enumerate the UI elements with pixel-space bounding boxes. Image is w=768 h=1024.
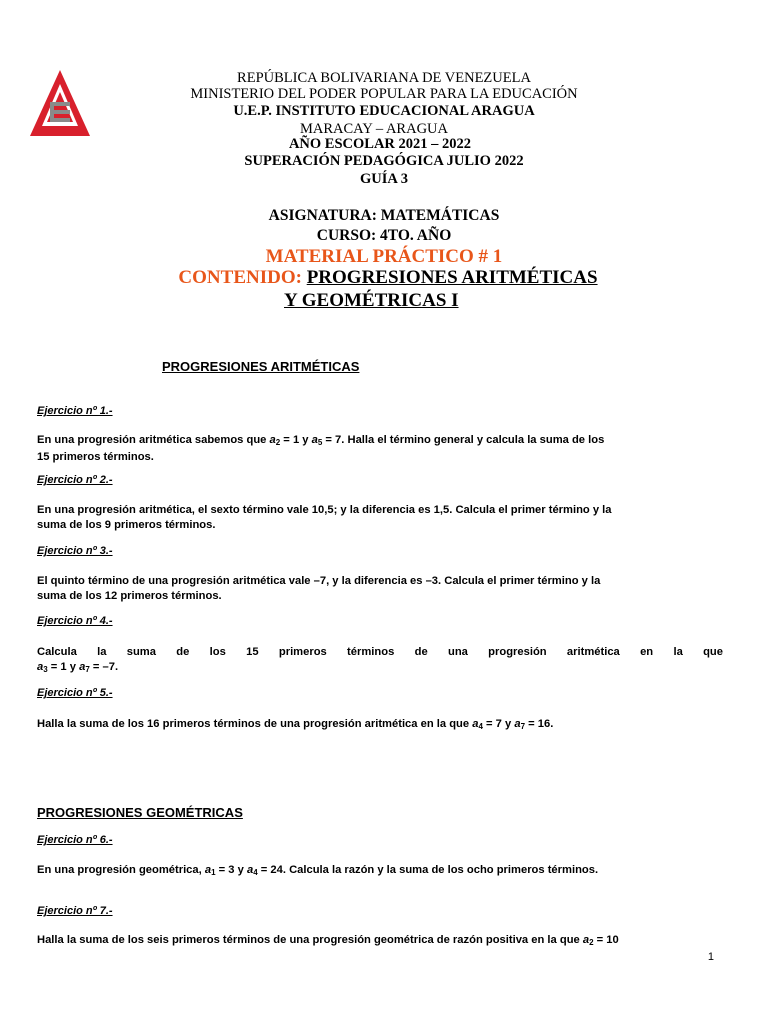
header-school-year: AÑO ESCOLAR 2021 – 2022 <box>288 136 472 152</box>
header-program: SUPERACIÓN PEDAGÓGICA JULIO 2022 <box>244 153 524 169</box>
exercise-2-title: Ejercicio nº 2.- <box>37 474 113 486</box>
content-label: CONTENIDO: <box>178 267 302 288</box>
subject: ASIGNATURA: MATEMÁTICAS <box>268 207 500 224</box>
exercise-1-title: Ejercicio nº 1.- <box>37 405 113 417</box>
exercise-4-text-line2: $a_3 = 1$ y $a_7 = -7$. <box>37 661 119 674</box>
exercise-1-text: En una progresión aritmética sabemos que $a_2 = 1$ y $a_5 = 7$. Halla el término general y calcula la suma de los 15 primeros términos. <box>37 434 605 463</box>
header-country: REPÚBLICA BOLIVARIANA DE VENEZUELA <box>237 70 531 86</box>
exercise-6-text: En una progresión geométrica, $a_1 = 3$ y $a_4 = 24$. Calcula la razón y la suma de los ocho primeros términos. <box>37 864 599 877</box>
content-line <box>4 267 768 289</box>
header-ministry: MINISTERIO DEL PODER POPULAR PARA LA EDUCACIÓN <box>190 86 578 102</box>
section-geometric: PROGRESIONES GEOMÉTRICAS <box>37 805 243 820</box>
header-school: U.E.P. INSTITUTO EDUCACIONAL ARAGUA <box>233 103 535 119</box>
section-arithmetic: PROGRESIONES ARITMÉTICAS <box>162 359 360 374</box>
page-number: 1 <box>707 951 714 963</box>
exercise-4-text-line1: Calcula la suma de los 15 primeros términos de una progresión aritmética en la que <box>37 646 723 658</box>
exercise-6-title: Ejercicio nº 6.- <box>37 834 113 846</box>
exercise-5-text: Halla la suma de los 16 primeros términos de una progresión aritmética en la que $a_4 = 7$ y $a_7 = 16$. <box>37 718 554 731</box>
exercise-7-text: Halla la suma de los seis primeros términos de una progresión geométrica de razón positiva en la que $a_2 = 10$ <box>37 934 619 947</box>
exercise-4-title: Ejercicio nº 4.- <box>37 615 113 627</box>
exercise-5-title: Ejercicio nº 5.- <box>37 687 113 699</box>
exercise-2-text: En una progresión aritmética, el sexto término vale 10,5; y la diferencia es 1,5. Calcula el primer término y la suma de los 9 primeros términos. <box>37 504 612 531</box>
exercise-3-text: El quinto término de una progresión aritmética vale –7, y la diferencia es –3. Calcula el primer término y la suma de los 12 primeros términos. <box>37 575 601 602</box>
material-title: MATERIAL PRÁCTICO # 1 <box>265 246 503 267</box>
header-guide: GUÍA 3 <box>360 171 408 187</box>
course: CURSO: 4TO. AÑO <box>316 227 452 244</box>
exercise-7-title: Ejercicio nº 7.- <box>37 905 113 917</box>
content-title: PROGRESIONES ARITMÉTICAS <box>306 267 598 288</box>
exercise-3-title: Ejercicio nº 3.- <box>37 545 113 557</box>
header-city: MARACAY – ARAGUA <box>300 121 448 137</box>
content-title-2: Y GEOMÉTRICAS I <box>284 290 459 311</box>
